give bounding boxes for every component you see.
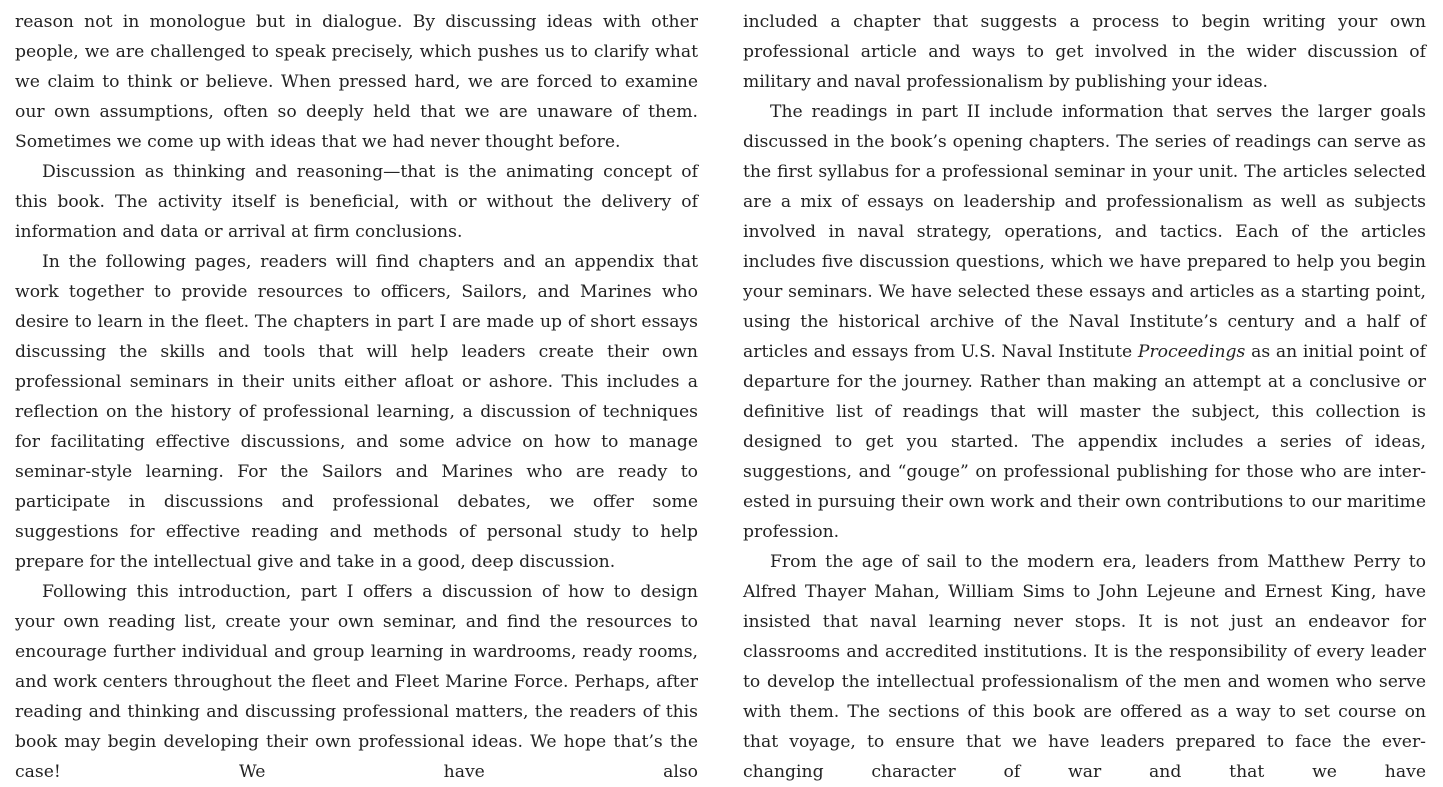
paragraph-age-of-sail: From the age of sail to the modern era, leaders from Matthew Perry to Alfred Thayer Mahan, William Sims to John Lejeune and Ernest King, have insisted that naval learning never stops. It is not just an endeavor for classrooms and accredited institutions. It is the responsibility of every leader to develop the intellectual professionalism of the men and women who serve with them. The sections of this book are offered as a way to set course on that voyage, to ensure that we have leaders prepared to face the ever-changing character of war and that we have <box>743 552 1426 782</box>
readings-text-before-title: The readings in part II include information that serves the larger goals discussed in the book’s opening chapters. The series of readings can serve as the first syllabus for a professional seminar in your unit. The articles selected are a mix of essays on leadership and professionalism as well as subjects involved in naval strategy, operations, and tactics. Each of the articles includes five discussion questions, which we have prepared to help you begin your seminars. We have selected these essays and articles as a starting point, using the historical archive of the Naval Institute’s century and a half of articles and essays from U.S. Naval Institute <box>743 102 1426 362</box>
paragraph-discussion-concept: Discussion as thinking and reasoning—that is the animating concept of this book. The activity itself is beneficial, with or without the delivery of information and data or arrival at firm conclusions. <box>15 162 698 242</box>
paragraph-part-two-readings <box>743 97 1426 547</box>
paragraph-following-pages: In the following pages, readers will find chapters and an appendix that work together to provide resources to officers, Sailors, and Marines who desire to learn in the fleet. The chapters in part I are made up of short essays discussing the skills and tools that will help leaders create their own professional seminars in their units either afloat or ashore. This includes a reflection on the history of professional learning, a discussion of techniques for facilitating effective discussions, and some advice on how to manage seminar-style learning. For the Sailors and Marines who are ready to participate in discussions and professional debates, we offer some suggestions for effective reading and methods of personal study to help prepare for the intellectual give and take in a good, deep discussion. <box>15 252 698 572</box>
paragraph-writing-chapter: included a chapter that suggests a process to begin writing your own professional article and ways to get involved in the wider discussion of military and naval professionalism by publishing your ideas. <box>743 12 1426 92</box>
publication-title: Proceedings <box>1137 342 1246 362</box>
readings-text-after-title: as an initial point of departure for the journey. Rather than making an attempt at a conclusive or definitive list of readings that will master the subject, this collection is designed to get you started. The appendix includes a series of ideas, suggestions, and “gouge” on professional publishing for those who are interested in pursuing their own work and their own contributions to our maritime profession. <box>743 342 1426 542</box>
right-text-column <box>743 7 1426 787</box>
paragraph-continued: reason not in monologue but in dialogue. By discussing ideas with other people, we are challenged to speak precisely, which pushes us to clarify what we claim to think or believe. When pressed hard, we are forced to examine our own assumptions, often so deeply held that we are unaware of them. Sometimes we come up with ideas that we had never thought before. <box>15 12 698 152</box>
left-text-column <box>15 7 698 787</box>
paragraph-part-one-overview: Following this introduction, part I offers a discussion of how to design your own reading list, create your own seminar, and find the resources to encourage further individual and group learning in wardrooms, ready rooms, and work centers throughout the fleet and Fleet Marine Force. Perhaps, after reading and thinking and discussing professional matters, the readers of this book may begin developing their own professional ideas. We hope that’s the case! We have also <box>15 582 698 782</box>
